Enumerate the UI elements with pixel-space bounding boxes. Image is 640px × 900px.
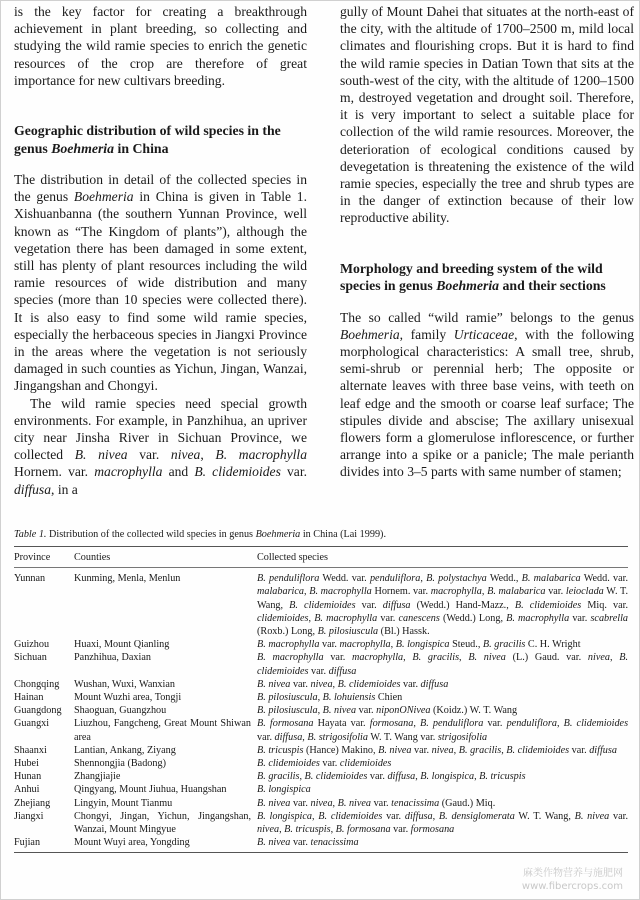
counties-cell: Shennongjia (Badong) <box>74 758 166 770</box>
table-caption: Table 1. Distribution of the collected wild species in genus Boehmeria in China (Lai 1999). <box>14 529 386 540</box>
species-cell: B. gracilis, B. clidemioides var. diffusa, B. longispica, B. tricuspis <box>257 771 526 783</box>
province-cell: Fujian <box>14 837 41 849</box>
counties-cell: Huaxi, Mount Qianling <box>74 639 170 651</box>
table-row <box>14 797 628 810</box>
counties-cell: Lingyin, Mount Tianmu <box>74 797 173 809</box>
table-row <box>14 678 628 691</box>
species-cell: B. longispica <box>257 784 311 796</box>
header-counties: Counties <box>74 552 111 563</box>
species-cell: B. pilosiuscula, B. nivea var. niponONivea (Koidz.) W. T. Wang <box>257 705 518 717</box>
table-row <box>14 568 628 639</box>
counties-cell: Mount Wuzhi area, Tongji <box>74 692 182 704</box>
table-1 <box>14 528 628 853</box>
counties-cell: Kunming, Menla, Menlun <box>74 573 181 585</box>
section-heading-morphology: Morphology and breeding system of the wild species in genus Boehmeria and their sections <box>340 260 606 294</box>
table-row <box>14 783 628 796</box>
province-cell: Zhejiang <box>14 797 51 809</box>
table-row <box>14 638 628 651</box>
province-cell: Sichuan <box>14 652 47 664</box>
species-cell: B. longispica, B. clidemioides var. diffusa, B. densiglomerata W. T. Wang, B. nivea var. nivea, B. tricuspis, B. formosana var. formosana <box>257 810 629 836</box>
altitude-paragraph: gully of Mount Dahei that situates at the north-east of the city, with the altitude of 1700–2500 m, mild local climates and flourishing crops. But it is hard to find the wild ramie species in Datian Town that sits at the south-west of the city, with the altitude of 1200–1500 m, destroyed vegetation and drought soil. Therefore, it is very important to select a suitable place for collection of the wild ramie resources. Moreover, the deterioration of ecological conditions caused by devegetation is threatening the existence of the wild ramie species, especially the tree and shrub types are in the danger of extinction because of their low reproductive ability. <box>340 4 634 226</box>
header-province: Province <box>14 552 51 563</box>
left-column <box>14 3 307 498</box>
table-row <box>14 717 628 743</box>
province-cell: Shaanxi <box>14 744 47 756</box>
counties-cell: Zhangjiajie <box>74 771 121 783</box>
table-row <box>14 651 628 677</box>
counties-cell: Wushan, Wuxi, Wanxian <box>74 678 175 690</box>
section-heading-geographic-distribution: Geographic distribution of wild species in the genus Boehmeria in China <box>14 123 281 156</box>
species-cell: B. formosana Hayata var. formosana, B. penduliflora var. penduliflora, B. clidemioides var. diffusa, B. strigosifolia W. T. Wang var. strigosifolia <box>257 718 629 743</box>
counties-cell: Shaoguan, Guangzhou <box>74 705 167 717</box>
province-cell: Jiangxi <box>14 810 44 822</box>
species-cell: B. nivea var. tenacissima <box>257 837 359 849</box>
distribution-table <box>14 547 628 852</box>
table-row <box>14 810 628 836</box>
table-row <box>14 757 628 770</box>
counties-cell: Mount Wuyi area, Yongding <box>74 837 190 849</box>
province-cell: Guizhou <box>14 639 50 651</box>
province-cell: Guangxi <box>14 718 50 730</box>
province-cell: Hunan <box>14 771 42 783</box>
province-cell: Anhui <box>14 784 40 796</box>
province-cell: Hainan <box>14 692 44 704</box>
province-cell: Yunnan <box>14 573 46 585</box>
distribution-paragraph: The distribution in detail of the collected species in the genus Boehmeria in China is given in Table 1. Xishuanbanna (the southern Yunnan Province, well known as “The Kingdom of plants”), although the vegetation there has been damaged in some extent, still has plenty of plant resources including the wild ramie resources of wide distribution and many species (more than 10 species were collected there). It is also easy to find some wild ramie species, especially the herbaceous species in Jiangxi Province in the areas where the vegetation is not seriously damaged in such counties as Yichun, Jingan, Wanzai, Jingangshan and Chongyi. <box>14 172 307 394</box>
province-cell: Hubei <box>14 758 39 770</box>
intro-paragraph: is the key factor for creating a breakthrough achievement in plant breeding, so collecting and studying the wild ramie species to enrich the genetic resources of the crop are therefore of great importance for new cultivars breeding. <box>14 4 307 88</box>
morphology-paragraph: The so called “wild ramie” belongs to the genus Boehmeria, family Urticaceae, with the following morphological characteristics: A small tree, shrub, semi-shrub or perennial herb; The opposite or alternate leaves with three base veins, with teeth on leaf edge and the smooth or coarse leaf surface; The stipules divide and abscise; The axillary unisexual flowers form a glomerulose inflorescence, or further arrange into a spike or a panicle; The male perianth divides into 3–5 parts with same number of stamen; <box>340 309 634 480</box>
species-cell: B. penduliflora Wedd. var. penduliflora, B. polystachya Wedd., B. malabarica Wedd. var. malabarica, B. macrophylla Hornem. var. macrophylla, B. malabarica var. leioclada W. T. Wang, B. clidemioides var. diffusa (Wedd.) Hand-Mazz., B. clidemioides Miq. var. clidemioides, B. macrophylla var. canescens (Wedd.) Long, B. macrophylla var. scabrella (Roxb.) Long, B. pilosiuscula (Bl.) Hassk. <box>257 573 629 638</box>
table-row <box>14 744 628 757</box>
right-column <box>340 3 634 481</box>
table-row <box>14 691 628 704</box>
species-cell: B. macrophylla var. macrophylla, B. longispica Steud., B. gracilis C. H. Wright <box>257 639 581 651</box>
table-row <box>14 704 628 717</box>
counties-cell: Chongyi, Jingan, Yichun, Jingangshan, Wanzai, Mount Mingyue <box>74 810 251 836</box>
table-row <box>14 836 628 852</box>
province-cell: Guangdong <box>14 705 62 717</box>
header-collected-species: Collected species <box>257 552 329 563</box>
table-header-row <box>14 547 628 568</box>
province-cell: Chongqing <box>14 678 60 690</box>
table-row <box>14 770 628 783</box>
two-column-body <box>14 3 634 513</box>
growth-environment-paragraph: The wild ramie species need special growth environments. For example, in Panzhihua, an upriver city near Jinsha River in Sichuan Province, we collected B. nivea var. nivea, B. macrophylla Hornem. var. macrophylla and B. clidemioides var. diffusa, in a <box>14 395 308 497</box>
species-cell: B. pilosiuscula, B. lohuiensis Chien <box>257 692 403 704</box>
species-cell: B. nivea var. nivea, B. nivea var. tenacissima (Gaud.) Miq. <box>257 797 496 809</box>
species-cell: B. tricuspis (Hance) Makino, B. nivea var. nivea, B. gracilis, B. clidemioides var. diffusa <box>257 744 617 756</box>
counties-cell: Qingyang, Mount Jiuhua, Huangshan <box>74 784 227 796</box>
counties-cell: Panzhihua, Daxian <box>74 652 151 664</box>
counties-cell: Liuzhou, Fangcheng, Great Mount Shiwan area <box>74 718 251 743</box>
watermark: 麻类作物营养与施肥网 www.fibercrops.com <box>521 868 623 892</box>
species-cell: B. macrophylla var. macrophylla, B. gracilis, B. nivea (L.) Gaud. var. nivea, B. clidemioides var. diffusa <box>257 652 628 677</box>
counties-cell: Lantian, Ankang, Ziyang <box>74 744 176 756</box>
species-cell: B. nivea var. nivea, B. clidemioides var. diffusa <box>257 678 449 690</box>
species-cell: B. clidemioides var. clidemioides <box>257 758 392 770</box>
